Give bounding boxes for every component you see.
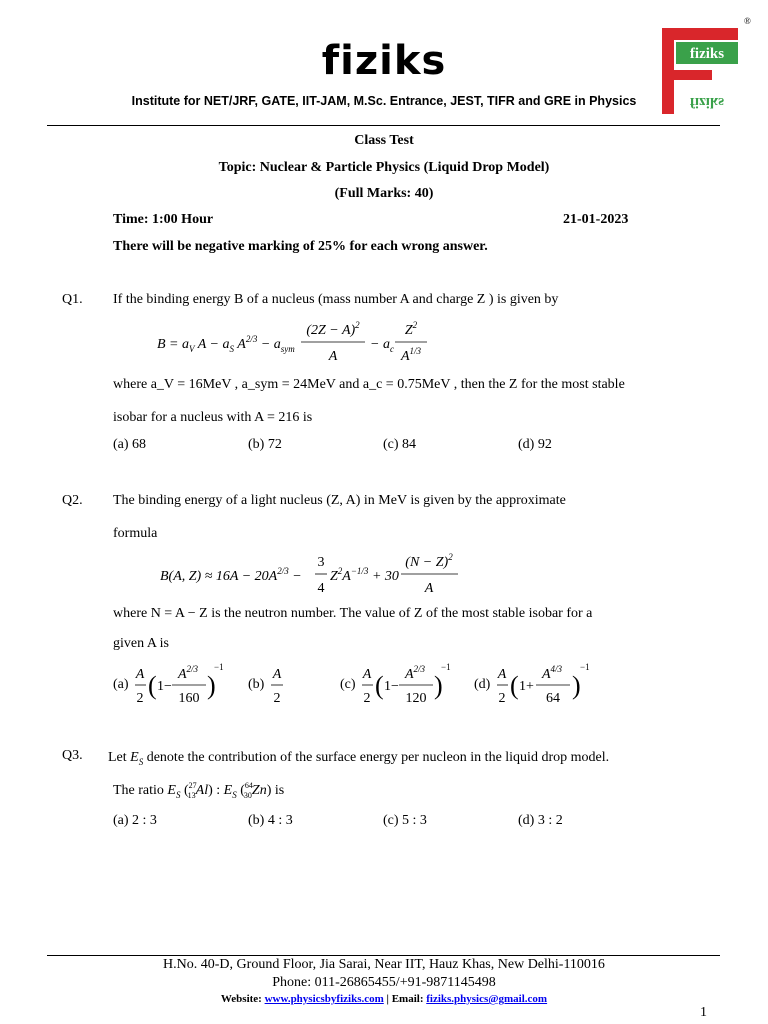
svg-text:A: A [328,349,338,364]
footer-divider [47,955,720,956]
test-note: There will be negative marking of 25% for each wrong answer. [113,239,488,254]
svg-text:2: 2 [273,691,281,706]
footer-address: H.No. 40-D, Ground Floor, Jia Sarai, Near IIT, Hauz Khas, New Delhi-110016 [163,957,605,972]
svg-text:Z2: $Z^2$ [404,320,418,338]
q2-option-c[interactable]: (c) [340,677,356,692]
q2-option-a[interactable]: (a) [113,677,129,692]
brand-tagline: Institute for NET/JRF, GATE, IIT-JAM, M.Sc. Entrance, JEST, TIFR and GRE in Physics [131,94,637,108]
logo-mirror-text: fiziks [689,94,725,110]
q2-text: The binding energy of a light nucleus (Z, A) in MeV is given by the approximate [113,493,566,508]
fiziks-logo [660,24,742,116]
test-marks: (Full Marks: 40) [334,186,434,201]
q1-option-b[interactable]: (b) 72 [248,437,282,452]
q2-option-b[interactable]: (b) [248,677,265,692]
svg-text:Let ES denote the contribution: Let $E_S$ denote the contribution of the surface energy per nucleon in the liquid drop model. [108,750,610,767]
q2-formula [158,548,478,600]
svg-text:−1: −1 [214,662,224,672]
svg-text:A: A [135,667,145,682]
svg-text:B = aV A − aS A2/3 − asym: $B = a_V$ $A - a_S$ $A^{2/3} - a_{sym}$ [157,334,295,354]
q3-number: Q3. [62,748,83,763]
svg-text:(: ( [375,671,384,700]
email-link[interactable]: fiziks.physics@gmail.com [426,993,548,1005]
svg-text:1−: 1− [157,679,172,694]
q1-number: Q1. [62,292,83,307]
q1-text: If the binding energy B of a nucleus (mass number A and charge Z ) is given by [113,292,559,307]
svg-text:− ac: − $a_c$ [370,337,394,354]
svg-text:1−: 1− [384,679,399,694]
svg-text:160: 160 [178,691,200,706]
q1-option-c[interactable]: (c) 84 [383,437,417,452]
brand-title: fiziks [321,38,447,84]
svg-text:120: 120 [405,691,427,706]
q2-number: Q2. [62,493,83,508]
header-divider [47,125,720,126]
q2-option-d[interactable]: (d) [474,677,491,692]
q2-text2: given A is [113,636,170,651]
svg-text:64: 64 [546,691,560,706]
footer-phone: Phone: 011-26865455/+91-9871145498 [272,975,496,990]
q3-text [108,744,668,770]
registered-mark: ® [744,16,751,26]
q3-option-c[interactable]: (c) 5 : 3 [383,813,427,828]
svg-text:(N − Z)2: $(N - Z)^2$ [405,552,453,570]
q2-where: where N = A − Z is the neutron number. The value of Z of the most stable isobar for a [113,606,593,621]
svg-text:B(A, Z) ≈ 16A − 20A2/3 −: B(A, $Z) \approx 16A - 20A^{2/3}$ − [160,566,302,584]
q3-option-b[interactable]: (b) 4 : 3 [248,813,293,828]
svg-text:(: ( [148,671,157,700]
svg-text:1+: 1+ [519,679,534,694]
svg-text:A2/3: $A^{2/3}$ [177,664,199,682]
svg-text:The ratio ES (2713Al) : ES (64: The ratio $E_S$ ($^{27}$ 13Al) : $E_S$ ($^{64}$ 30Zn) is [113,781,285,800]
q3-option-d[interactable]: (d) 3 : 2 [518,813,563,828]
svg-text:(: ( [510,671,519,700]
svg-text:A: A [424,581,434,596]
q2-option-c-formula [361,658,451,710]
svg-text:A: A [362,667,372,682]
svg-text:): ) [207,671,216,700]
q1-option-d[interactable]: (d) 92 [518,437,552,452]
email-label: | Email: [386,993,424,1005]
svg-text:A1/3: $A^{1/3}$ [400,346,422,364]
svg-text:A: A [272,667,282,682]
q1-text2: isobar for a nucleus with A = 216 is [113,410,313,425]
q1-where: where a_V = 16MeV , a_sym = 24MeV and a_c = 0.75MeV , then the Z for the most stable [113,377,625,392]
svg-text:): ) [572,671,581,700]
q3-text2 [113,776,373,804]
svg-text:4: 4 [317,581,325,596]
logo-text: fiziks [689,46,725,62]
q1-formula [155,312,455,368]
q3-option-a[interactable]: (a) 2 : 3 [113,813,157,828]
q1-option-a[interactable]: (a) 68 [113,437,147,452]
test-time: Time: 1:00 Hour [113,212,214,227]
svg-text:A2/3: $A^{2/3}$ [404,664,426,682]
svg-text:): ) [434,671,443,700]
svg-text:2: 2 [498,691,506,706]
test-date: 21-01-2023 [563,212,629,227]
page-number: 1 [700,1005,707,1020]
q2-text-b: formula [113,526,158,541]
svg-text:2: 2 [136,691,144,706]
test-title: Class Test [354,133,414,148]
svg-text:3: 3 [317,555,325,570]
svg-text:(2Z − A)2: $(2Z - A)^2$ [306,320,360,338]
q2-option-d-formula [496,658,592,710]
website-link[interactable]: www.physicsbyfiziks.com [264,993,384,1005]
q2-option-b-formula [270,658,290,710]
svg-text:A4/3: $A^{4/3}$ [541,664,563,682]
svg-text:2: 2 [363,691,371,706]
svg-text:A: A [497,667,507,682]
footer-contact [0,993,768,1005]
q2-option-a-formula [134,658,224,710]
svg-text:−1: −1 [580,662,590,672]
svg-text:Z2A−1/3 + 30: $Z^2A^{-1/3} + 30$ [330,566,399,584]
test-topic: Topic: Nuclear & Particle Physics (Liquid Drop Model) [218,160,550,175]
website-label: Website: [220,993,262,1005]
svg-text:−1: −1 [441,662,451,672]
